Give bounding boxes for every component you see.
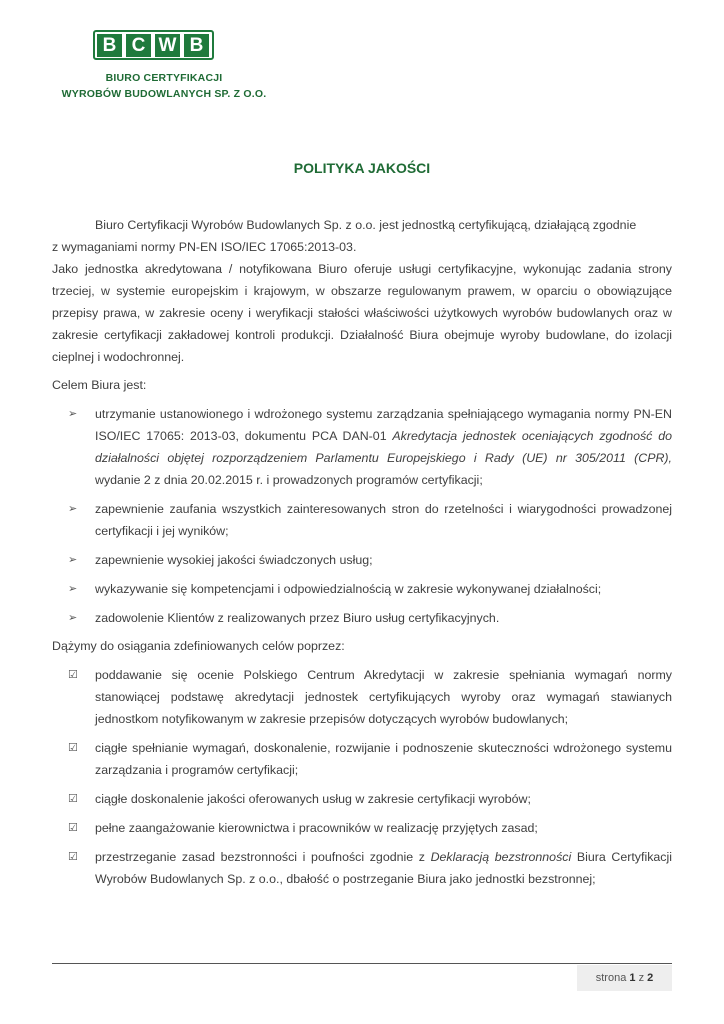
means-text: ciągłe spełnianie wymagań, doskonalenie, rozwijanie i podnoszenie skuteczności wdrożonego systemu zarządzania i programów certyfikacji;	[95, 741, 672, 777]
means-list	[52, 664, 672, 890]
list-item	[52, 549, 672, 571]
logo	[97, 34, 209, 57]
org-name-line2: WYROBÓW BUDOWLANYCH SP. Z O.O.	[61, 88, 267, 100]
checkbox-bullet-icon: ☑	[68, 851, 78, 863]
arrow-bullet-icon: ➢	[68, 554, 78, 566]
goal-text: zapewnienie zaufania wszystkich zainteresowanych stron do rzetelności i wiarygodności prowadzonej certyfikacji i jej wyników;	[95, 502, 672, 538]
list-item	[52, 607, 672, 629]
page-word: strona	[595, 972, 627, 984]
checkbox-bullet-icon: ☑	[68, 822, 78, 834]
page-total: 2	[647, 972, 654, 984]
checkbox-bullet-icon: ☑	[68, 793, 78, 805]
goal-text: zapewnienie wysokiej jakości świadczonych usług;	[95, 553, 373, 567]
goal-text: wydanie 2 z dnia 20.02.2015 r. i prowadzonych programów certyfikacji;	[95, 473, 483, 487]
page-current: 1	[629, 972, 636, 984]
list-item	[52, 403, 672, 491]
goal-text: zadowolenie Klientów z realizowanych przez Biuro usług certyfikacyjnych.	[95, 611, 500, 625]
logo-letter: B	[97, 34, 122, 57]
means-italic-text: Deklaracją bezstronności	[430, 850, 572, 864]
means-text: pełne zaangażowanie kierownictwa i pracowników w realizację przyjętych zasad;	[95, 821, 538, 835]
org-name-line1: BIURO CERTYFIKACJI	[105, 72, 223, 84]
arrow-bullet-icon: ➢	[68, 583, 78, 595]
list-item	[52, 578, 672, 600]
means-text: Biura Certyfikacji Wyrobów Budowlanych Sp. z o.o., dbałość o postrzeganie Biura jako jednostki bezstronnej;	[95, 850, 672, 886]
checkbox-bullet-icon: ☑	[68, 669, 78, 681]
intro-paragraph-1b: z wymaganiami normy PN-EN ISO/IEC 17065:2013-03.	[52, 240, 357, 254]
arrow-bullet-icon: ➢	[68, 408, 78, 420]
document-body	[52, 214, 672, 890]
means-heading: Dążymy do osiągania zdefiniowanych celów poprzez:	[52, 639, 345, 653]
arrow-bullet-icon: ➢	[68, 503, 78, 515]
goals-list	[52, 403, 672, 629]
list-item	[52, 846, 672, 890]
intro-paragraph-1a: Biuro Certyfikacji Wyrobów Budowlanych Sp. z o.o. jest jednostką certyfikującą, działającą zgodnie	[95, 218, 637, 232]
list-item	[52, 737, 672, 781]
page-number	[577, 965, 672, 991]
footer-divider	[52, 963, 672, 964]
arrow-bullet-icon: ➢	[68, 612, 78, 624]
goal-text: wykazywanie się kompetencjami i odpowiedzialnością w zakresie wykonywanej działalności;	[95, 582, 602, 596]
list-item	[52, 817, 672, 839]
list-item	[52, 498, 672, 542]
list-item	[52, 788, 672, 810]
logo-letter: B	[184, 34, 209, 57]
checkbox-bullet-icon: ☑	[68, 742, 78, 754]
logo-letter: C	[126, 34, 151, 57]
goal-text: utrzymanie ustanowionego i wdrożonego systemu zarządzania spełniającego wymagania normy PN-EN ISO/IEC 17065: 2013-03, dokumentu PCA DAN-01	[95, 407, 672, 443]
list-item	[52, 664, 672, 730]
means-text: ciągłe doskonalenie jakości oferowanych usług w zakresie certyfikacji wyrobów;	[95, 792, 531, 806]
goals-heading: Celem Biura jest:	[52, 378, 147, 392]
intro-paragraph-2: Jako jednostka akredytowana / notyfikowana Biuro oferuje usługi certyfikacyjne, wykonując zadania strony trzeciej, w systemie europejskim i krajowym, w obszarze regulowanym prawem, w oparciu o obowiązujące przepisy prawa, w zakresie oceny i weryfikacji stałości właściwości użytkowych wyrobów budowlanych oraz w zakresie certyfikacji zakładowej kontroli produkcji. Działalność Biura obejmuje wyroby budowlane, do izolacji cieplnej i wodochronnej.	[52, 262, 672, 364]
logo-letter: W	[155, 34, 180, 57]
goal-italic-text: Akredytacja jednostek oceniających zgodność do działalności objętej rozporządzeniem Parlamentu Europejskiego i Rady (UE) nr 305/2011 (CPR),	[95, 429, 672, 465]
means-text: poddawanie się ocenie Polskiego Centrum Akredytacji w zakresie spełniania wymagań normy stanowiącej podstawę akredytacji jednostek certyfikujących wyroby oraz wymagań stawianych jednostkom notyfikowanym w zakresie przepisów dotyczących wyrobów budowlanych;	[95, 668, 672, 726]
page-of: z	[638, 972, 645, 984]
page-title: POLITYKA JAKOŚCI	[293, 160, 431, 176]
means-text: przestrzeganie zasad bezstronności i poufności zgodnie z	[95, 850, 431, 864]
